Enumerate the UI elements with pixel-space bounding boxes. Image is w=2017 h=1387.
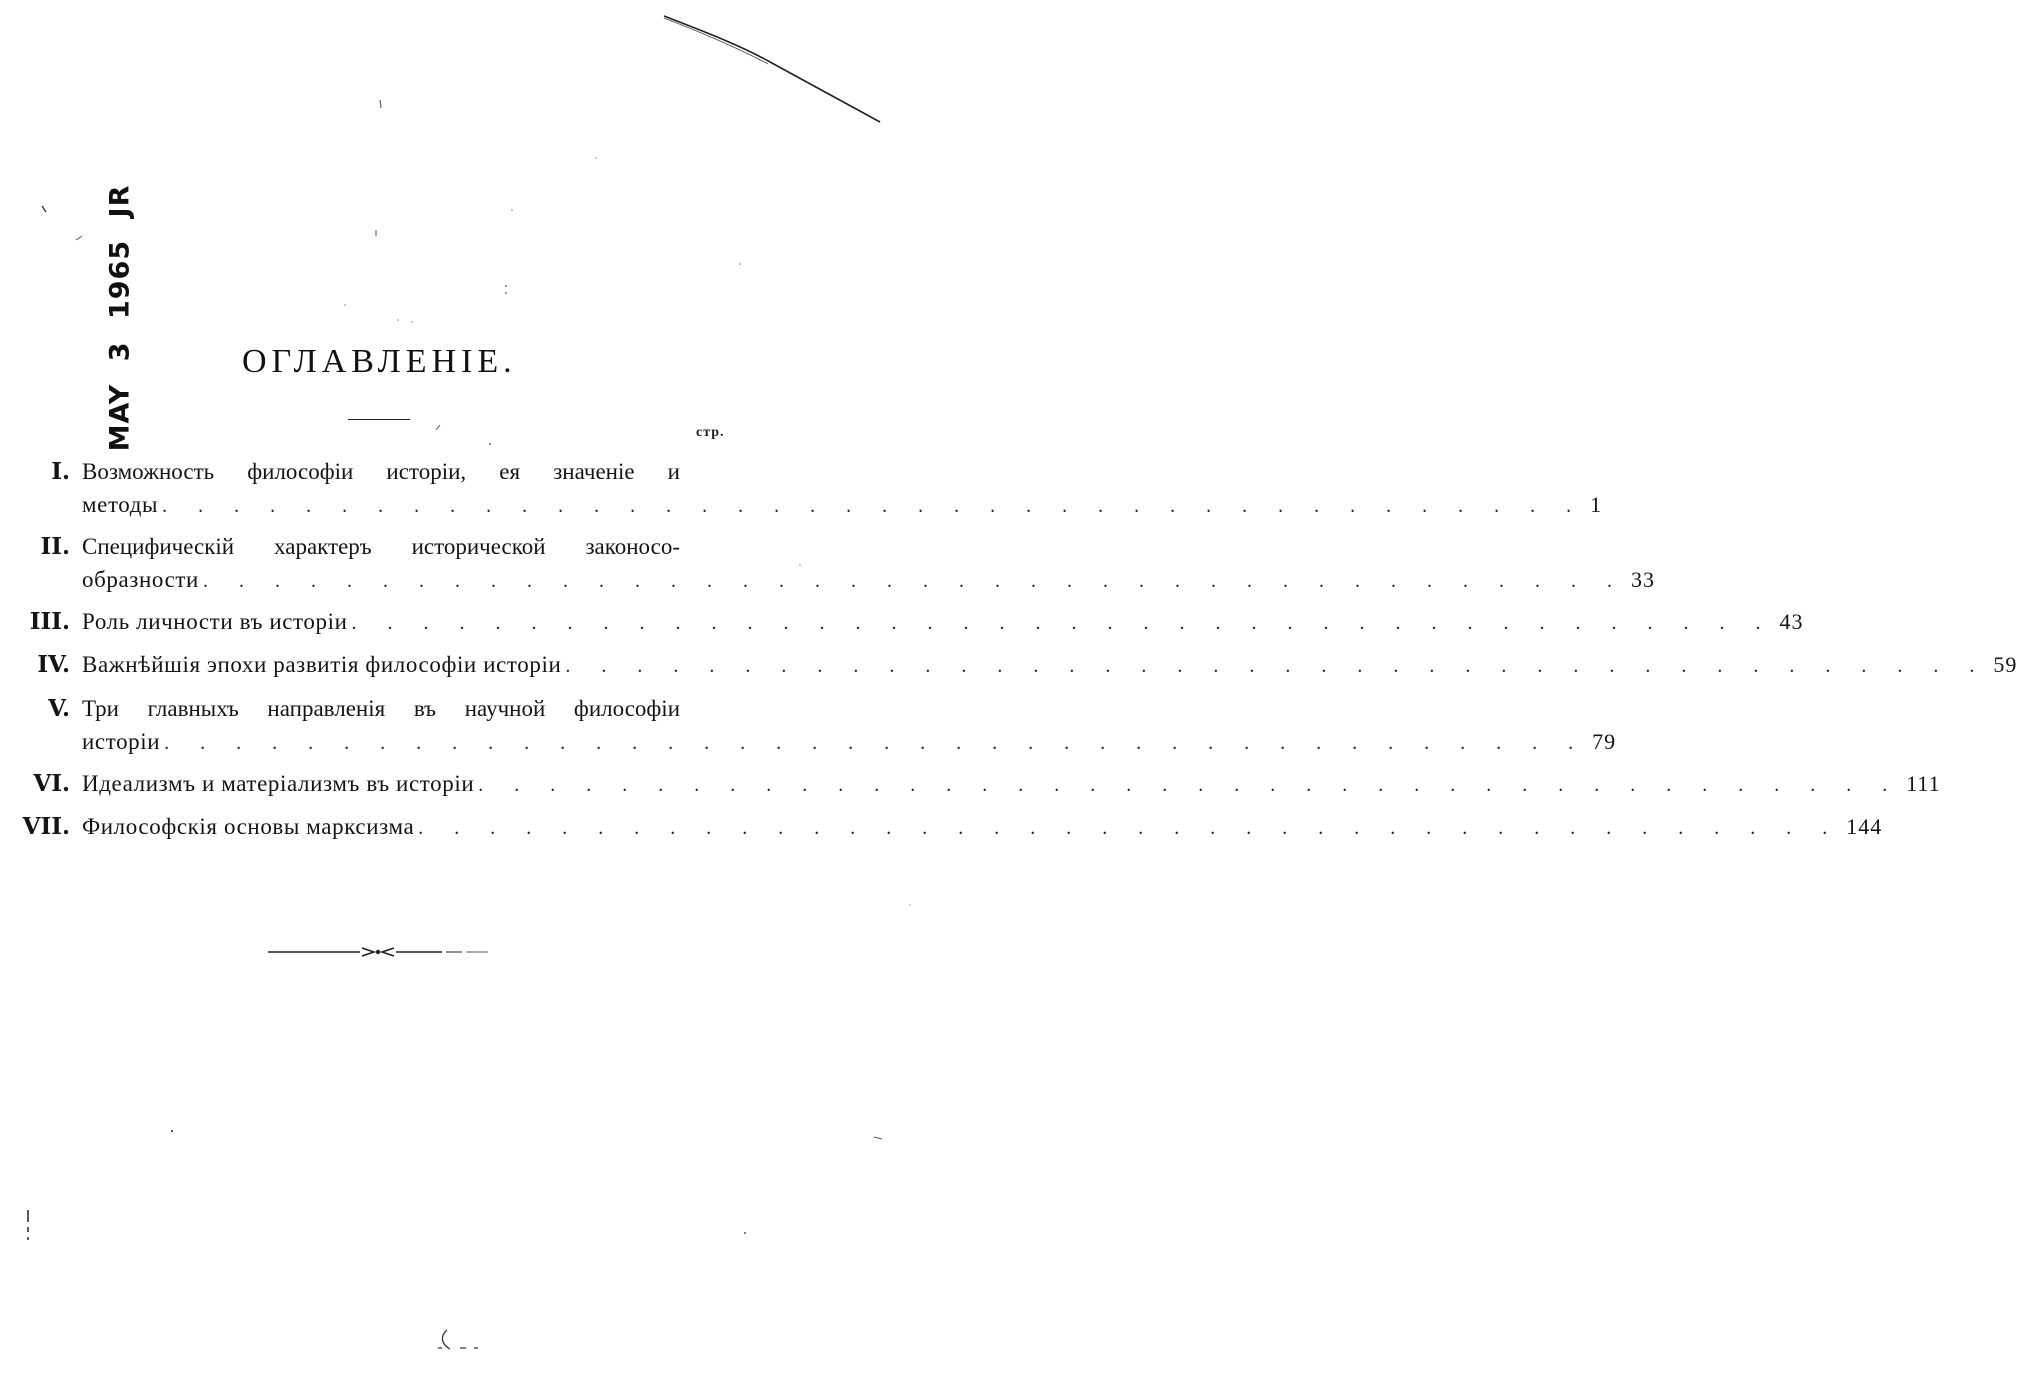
- chapter-numeral: II.: [40, 533, 70, 560]
- chapter-numeral: IV.: [37, 651, 70, 678]
- date-stamp: [105, 185, 136, 452]
- toc-entry-3[interactable]: [0, 605, 1804, 638]
- chapter-title-line: Возможность философіи исторіи, ея значеніе и: [82, 459, 680, 484]
- leader-dots: . . . . . . . . . . . . . . . . . . . . . . . . . . . . . . . . . . . . . . . .: [162, 495, 1585, 517]
- page-number: 111: [1906, 771, 1941, 796]
- leader-dots: . . . . . . . . . . . . . . . . . . . . . . . . . . . . . . . . . . . . . . . .: [202, 570, 1625, 592]
- chapter-title-line: образности: [82, 567, 199, 592]
- page-number: 43: [1779, 609, 1804, 634]
- leader-dots: . . . . . . . . . . . . . . . . . . . . . . . . . . . . . . . . . . . . . . . .: [418, 817, 1841, 839]
- chapter-title-line: исторіи: [82, 729, 161, 754]
- chapter-numeral: III.: [29, 608, 70, 635]
- page-title: ОГЛАВЛЕНІЕ.: [242, 343, 517, 380]
- chapter-title-line: методы: [82, 492, 159, 517]
- page-number: 1: [1590, 492, 1603, 517]
- toc-entry-1[interactable]: [0, 455, 1603, 521]
- page-number: 144: [1846, 814, 1883, 839]
- chapter-title-line: Философскія основы марксизма: [82, 814, 415, 839]
- chapter-numeral: V.: [48, 695, 70, 722]
- page-column-label: стр.: [696, 425, 725, 440]
- chapter-numeral: VII.: [22, 813, 70, 840]
- chapter-numeral: I.: [51, 458, 70, 485]
- stamp-initials: JR: [104, 184, 136, 218]
- stamp-day: 3: [104, 341, 136, 362]
- toc-entry-4[interactable]: [0, 648, 2017, 681]
- leader-dots: . . . . . . . . . . . . . . . . . . . . . . . . . . . . . . . . . . . . . . . .: [478, 774, 1901, 796]
- stamp-month: MAY: [104, 383, 136, 452]
- chapter-title-line: Три главныхъ направленія въ научной философіи: [82, 696, 680, 721]
- title-rule: [348, 419, 410, 420]
- leader-dots: . . . . . . . . . . . . . . . . . . . . . . . . . . . . . . . . . . . . . . . .: [164, 732, 1587, 754]
- toc-entry-2[interactable]: [0, 530, 1655, 596]
- table-of-contents: [0, 455, 2017, 843]
- chapter-title-line: Специфическій характеръ исторической законосо-: [82, 534, 680, 559]
- chapter-title-line: Идеализмъ и матеріализмъ въ исторіи: [82, 771, 475, 796]
- page-number: 59: [1993, 652, 2017, 677]
- toc-entry-5[interactable]: [0, 692, 1617, 758]
- toc-entry-7[interactable]: [0, 810, 1883, 843]
- page-number: 79: [1592, 729, 1617, 754]
- leader-dots: . . . . . . . . . . . . . . . . . . . . . . . . . . . . . . . . . . . . . . . .: [351, 612, 1774, 634]
- chapter-numeral: VI.: [33, 770, 70, 797]
- stamp-year: 1965: [104, 239, 136, 320]
- chapter-title-line: Роль личности въ исторіи: [82, 609, 348, 634]
- chapter-title-line: Важнѣйшія эпохи развитія философіи исторіи: [82, 652, 562, 677]
- end-ornament: [266, 942, 492, 962]
- page-number: 33: [1630, 567, 1655, 592]
- toc-entry-6[interactable]: [0, 767, 1941, 800]
- leader-dots: . . . . . . . . . . . . . . . . . . . . . . . . . . . . . . . . . . . . . . . .: [565, 655, 1988, 677]
